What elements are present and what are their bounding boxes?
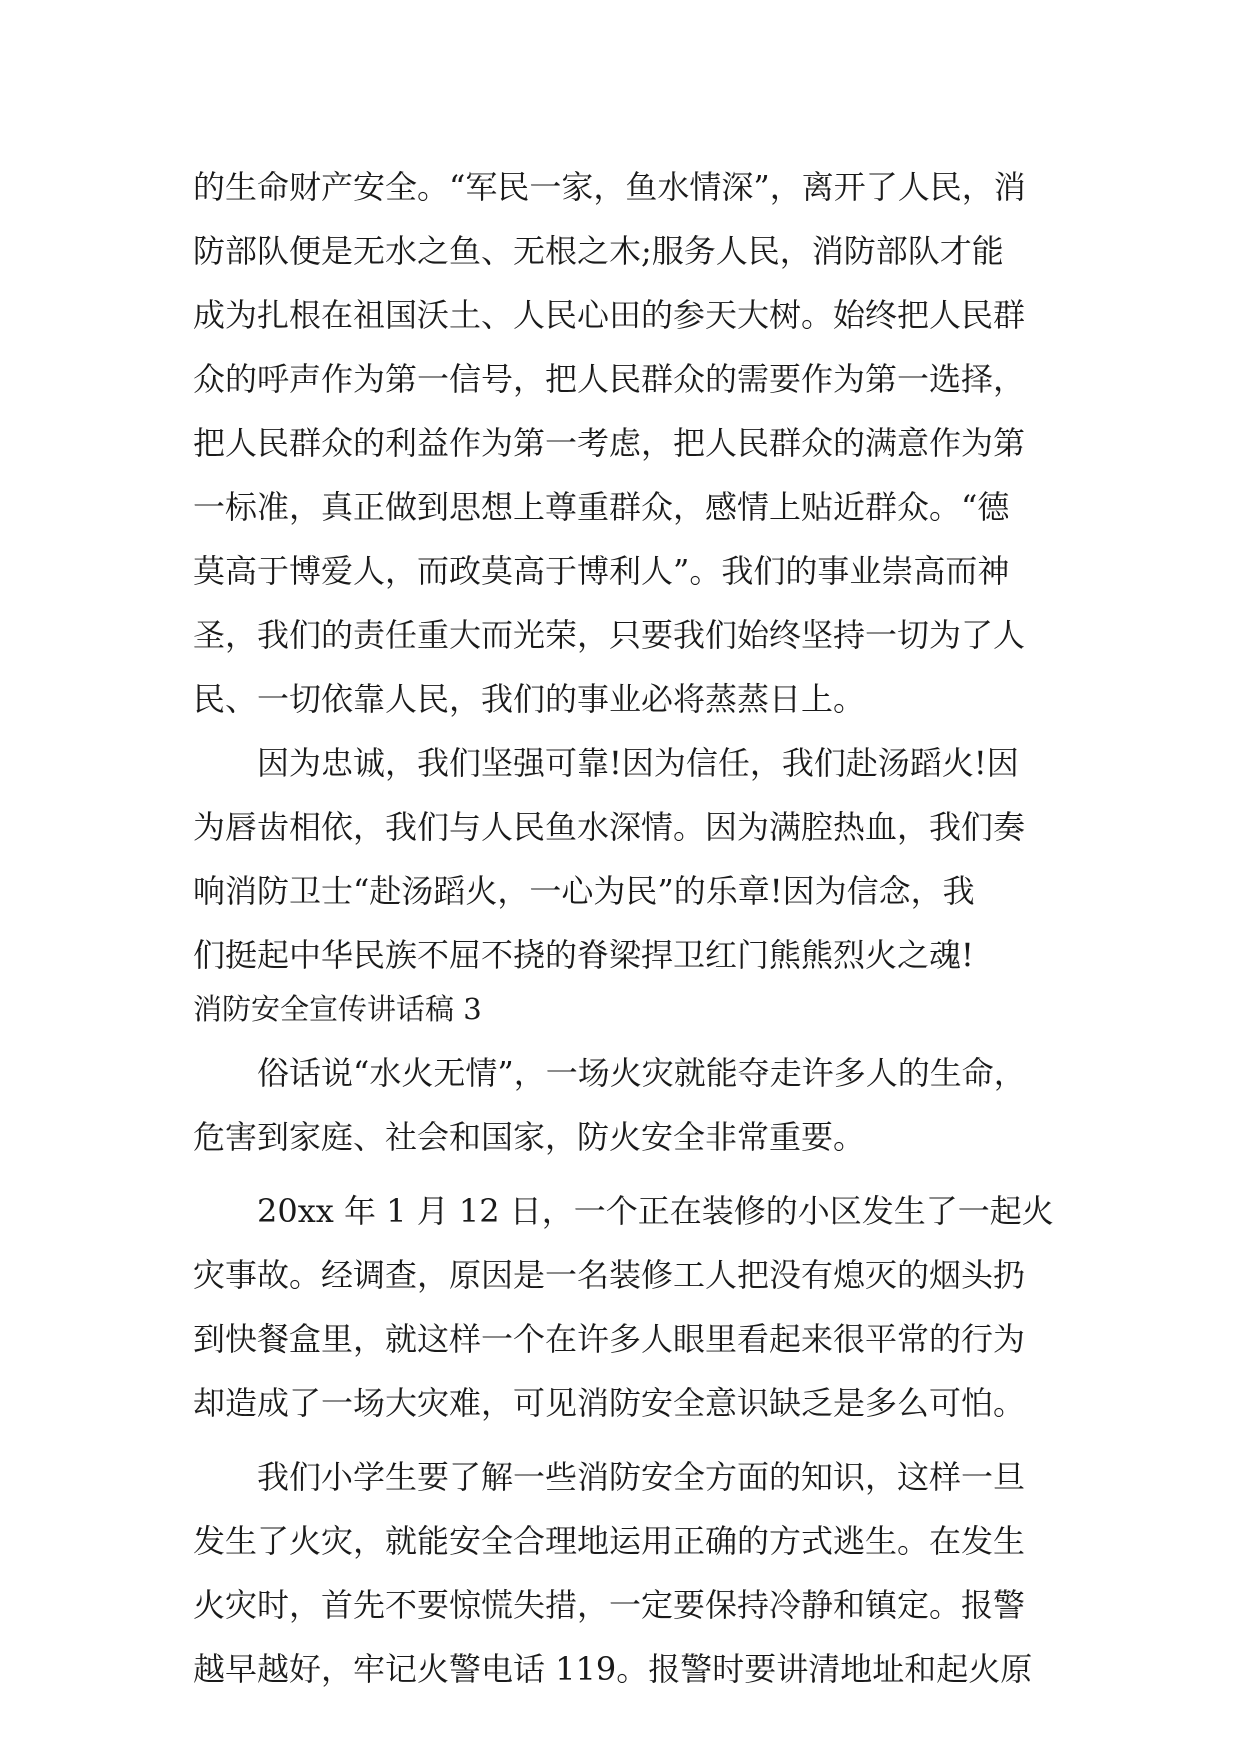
text-line: 发生了火灾，就能安全合理地运用正确的方式逃生。在发生 [193,1522,1026,1560]
text-line: 众的呼声作为第一信号，把人民群众的需要作为第一选择， [193,360,1026,398]
paragraph-section-4 [193,1179,1053,1435]
text-line: 响消防卫士“赴汤蹈火，一心为民”的乐章!因为信念，我 [193,872,975,910]
text-line: 为唇齿相依，我们与人民鱼水深情。因为满腔热血，我们奏 [193,808,1026,846]
text-line: 民、一切依靠人民，我们的事业必将蒸蒸日上。 [193,680,866,718]
text-line: 把人民群众的利益作为第一考虑，把人民群众的满意作为第 [193,424,1026,462]
paragraph-section-2 [193,731,1053,987]
text-line: 因为忠诚，我们坚强可靠!因为信任，我们赴汤蹈火!因 [257,744,1019,782]
text-line: 越早越好，牢记火警电话 119。报警时要讲清地址和起火原 [193,1650,1033,1688]
text-line: 防部队便是无水之鱼、无根之木;服务人民，消防部队才能 [193,232,1004,270]
paragraph-section-3 [193,1041,1053,1169]
paragraph-section-1 [193,155,1053,731]
text-line: 我们小学生要了解一些消防安全方面的知识，这样一旦 [257,1458,1026,1496]
text-line: 圣，我们的责任重大而光荣，只要我们始终坚持一切为了人 [193,616,1026,654]
text-line: 俗话说“水火无情”，一场火灾就能夺走许多人的生命， [257,1054,1026,1092]
text-line: 危害到家庭、社会和国家，防火安全非常重要。 [193,1118,866,1156]
spacer [193,1435,1053,1445]
text-line: 们挺起中华民族不屈不挠的脊梁捍卫红门熊熊烈火之魂! [193,936,974,974]
text-line: 的生命财产安全。“军民一家，鱼水情深”，离开了人民，消 [193,168,1026,206]
text-line: 成为扎根在祖国沃土、人民心田的参天大树。始终把人民群 [193,296,1026,334]
text-line: 火灾时，首先不要惊慌失措，一定要保持冷静和镇定。报警 [193,1586,1026,1624]
paragraph-section-5 [193,1445,1053,1701]
spacer [193,1169,1053,1179]
document-body [193,155,1053,1701]
text-line: 20xx 年 1 月 12 日，一个正在装修的小区发生了一起火 [257,1192,1054,1230]
section-heading: 消防安全宣传讲话稿 3 [193,992,482,1026]
text-line: 却造成了一场大灾难，可见消防安全意识缺乏是多么可怕。 [193,1384,1026,1422]
text-line: 莫高于博爱人，而政莫高于博利人”。我们的事业崇高而神 [193,552,1010,590]
text-line: 到快餐盒里，就这样一个在许多人眼里看起来很平常的行为 [193,1320,1026,1358]
text-line: 一标准，真正做到思想上尊重群众，感情上贴近群众。“德 [193,488,1010,526]
text-line: 灾事故。经调查，原因是一名装修工人把没有熄灭的烟头扔 [193,1256,1026,1294]
